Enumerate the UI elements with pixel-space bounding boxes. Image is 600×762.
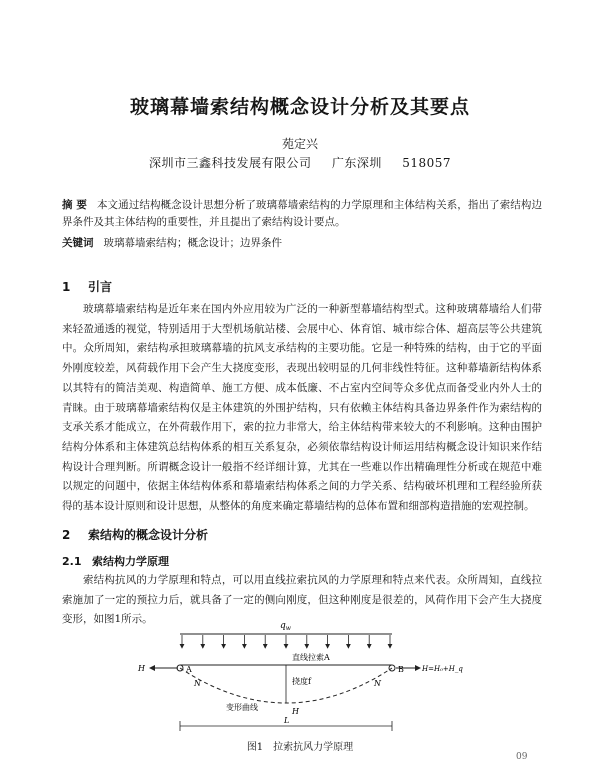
- section-title: 索结构的概念设计分析: [88, 528, 209, 542]
- affiliation: [0, 154, 600, 171]
- author-name: 苑定兴: [281, 137, 318, 151]
- keywords: [62, 235, 542, 252]
- cable-diagram: [130, 620, 470, 738]
- paper-title: 玻璃幕墙索结构概念设计分析及其要点: [129, 96, 470, 118]
- load-arrows: [182, 635, 390, 648]
- affiliation-city: 广东深圳: [331, 156, 382, 170]
- section-heading-2: [62, 526, 208, 543]
- load-label: $q_w$: [280, 621, 291, 632]
- figure-1-caption: 图1 拉索抗风力学原理: [246, 742, 354, 753]
- h-right-label: H=H₀+H_q: [422, 665, 463, 673]
- figure-1: [130, 620, 470, 750]
- subsection-title: 索结构力学原理: [92, 555, 169, 568]
- n-right-label: N: [374, 679, 381, 688]
- n-left-label: N: [194, 679, 201, 688]
- point-b-label: B: [398, 665, 404, 674]
- page-mark: 09: [516, 752, 528, 762]
- subsection-heading-2-1: [62, 553, 169, 569]
- abstract-text: 本文通过结构概念设计思想分析了玻璃幕墙索结构的力学原理和主体结构关系，指出了索结构边界条件及其主体结构的重要性，并且提出了索结构设计要点。: [62, 199, 542, 228]
- section-title: 引言: [88, 280, 113, 294]
- keywords-label: 关键词: [62, 237, 94, 249]
- keywords-text: 玻璃幕墙索结构；概念设计；边界条件: [103, 237, 282, 249]
- section-number: 2: [62, 528, 71, 542]
- deflection-label: 挠度f: [292, 677, 311, 686]
- deformed-curve-label: 变形曲线: [226, 703, 258, 712]
- section-number: 1: [62, 280, 71, 294]
- section-2-1-body: 索结构抗风的力学原理和特点，可以用直线拉索抗风的力学原理和特点来代表。众所周知，直线拉索施加了一定的预拉力后，就具备了一定的侧向刚度，但这种刚度是很差的，风荷作用下会产生大挠度变形，如图1所示。: [62, 574, 542, 626]
- abstract: [62, 197, 542, 231]
- mid-h-label: H: [292, 707, 299, 716]
- section-heading-1: [62, 278, 112, 295]
- abstract-label: 摘 要: [62, 199, 87, 211]
- section-1-body: 玻璃幕墙索结构是近年来在国内外应用较为广泛的一种新型幕墙结构型式。这种玻璃幕墙给人们带来轻盈通透的视觉，特别适用于大型机场航站楼、会展中心、体育馆、城市综合体、超高层等公共建筑中。众所周知，索结构承担玻璃幕墙的抗风支承结构的主要功能。它是一种特殊的结构，由于它的平面外刚度较差，风荷载作用下会产生大挠度变形，表现出较明显的几何非线性特征。这种幕墙新结构体系以其特有的简洁美观、构造简单、施工方便、成本低廉、不占室内空间等众多优点而备受业内外人士的青睐。由于玻璃幕墙索结构仅是主体建筑的外围护结构，只有依赖主体结构具备边界条件作为索结构的支承关系才能成立，在外荷载作用下，索的拉力非常大，给主体结构带来较大的不利影响。这种由围护结构分体系和主体建筑总结构体系的相互关系复杂，必须依靠结构设计师运用结构概念设计知识来作结构设计合理判断。所谓概念设计一般指不经详细计算，尤其在一些难以作出精确理性分析或在规范中难以规定的问题中，依据主体结构体系和幕墙索结构体系之间的力学关系、结构破坏机理和工程经验所获得的基本设计原则和设计思想，从整体的角度来确定幕墙结构的总体布置和细部构造措施的宏观控制。: [62, 303, 542, 513]
- straight-cable-label: 直线拉索A: [292, 653, 330, 662]
- point-a-label: A: [186, 665, 192, 674]
- affiliation-postcode: 518057: [402, 156, 451, 170]
- affiliation-company: 深圳市三鑫科技发展有限公司: [149, 156, 312, 170]
- subsection-number: 2.1: [62, 555, 82, 568]
- span-label: L: [284, 716, 290, 725]
- h-left-label: H: [138, 664, 145, 673]
